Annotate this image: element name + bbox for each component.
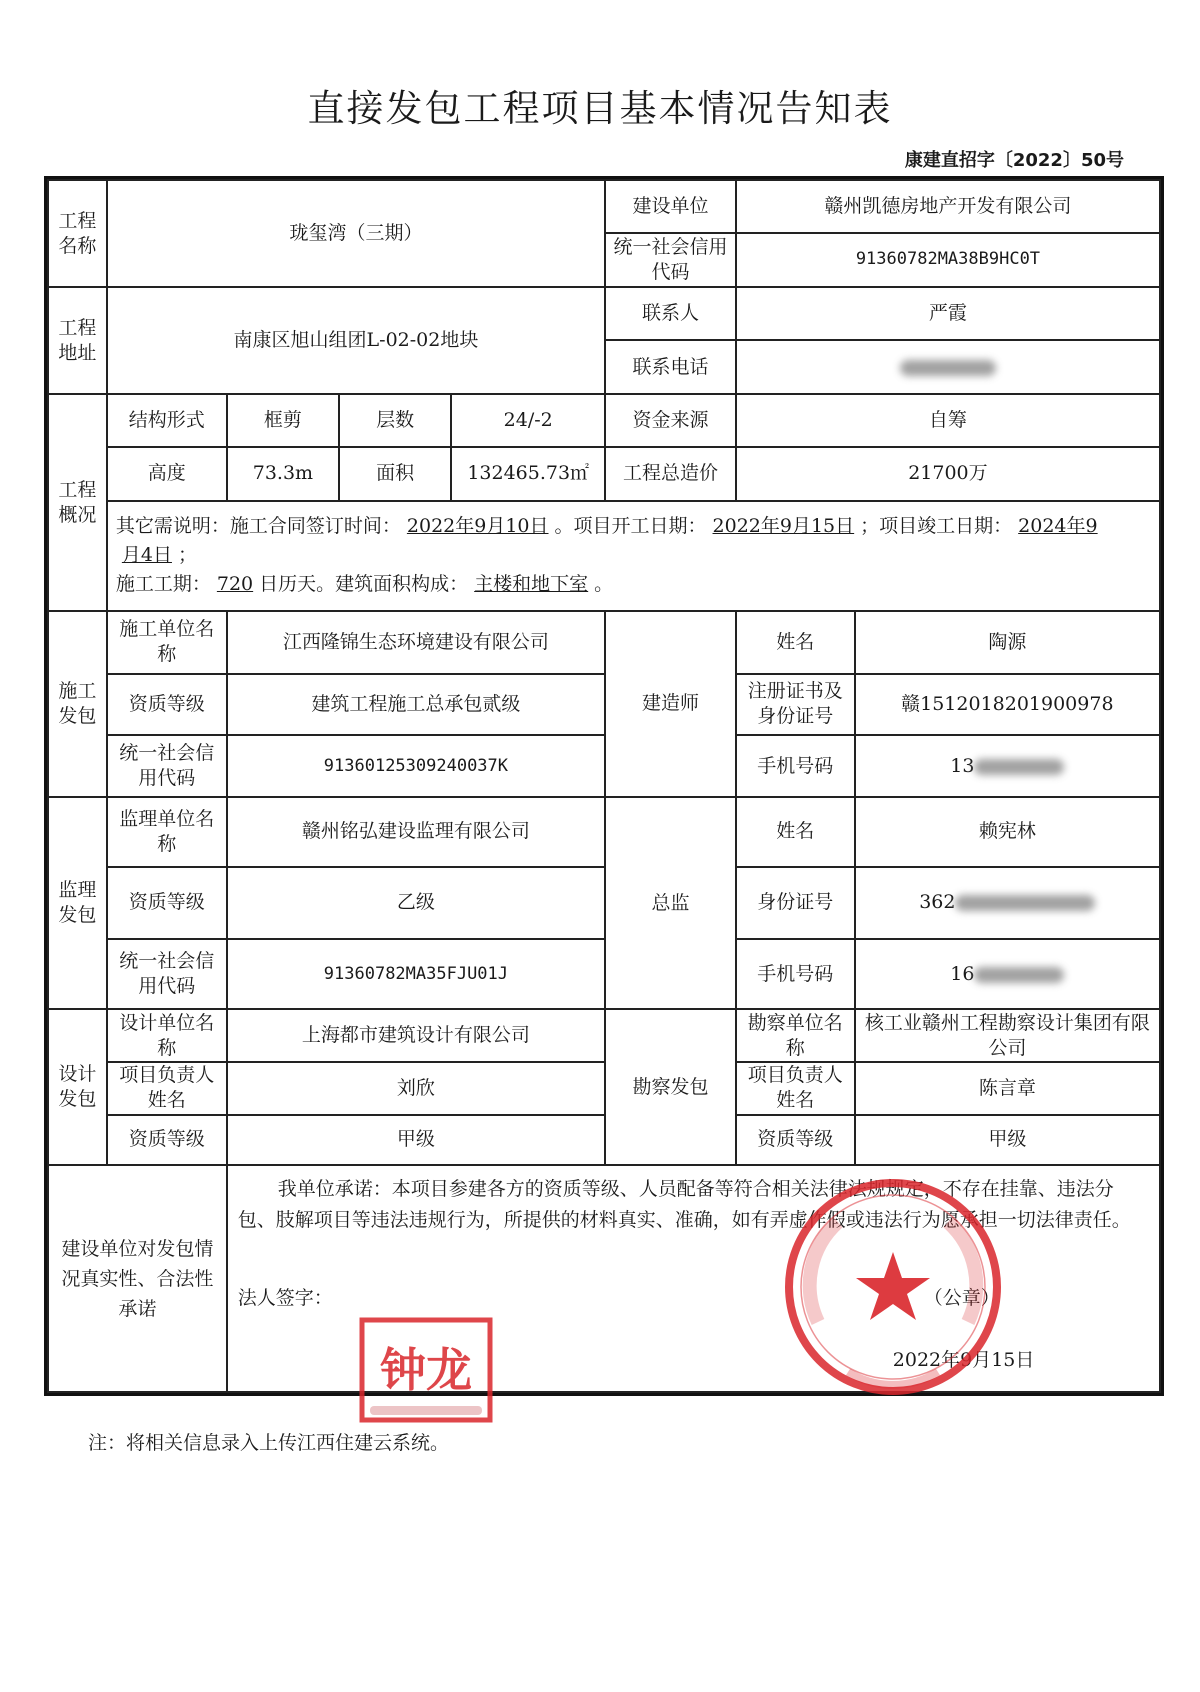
page-title: 直接发包工程项目基本情况告知表 <box>307 87 893 130</box>
label-cert-id: 注册证书及身份证号 <box>736 674 855 736</box>
label-design-qualification: 资质等级 <box>107 1115 227 1166</box>
label-builder-credit: 统一社会信用代码 <box>605 233 736 288</box>
label-supervisor-unit: 监理单位名称 <box>107 797 227 867</box>
supervisor-unit: 赣州铭弘建设监理有限公司 <box>227 797 605 867</box>
label-overview: 工程概况 <box>48 394 107 610</box>
total-cost-value: 21700万 <box>736 447 1160 501</box>
builder-name: 赣州凯德房地产开发有限公司 <box>736 180 1160 233</box>
label-survey-section: 勘察发包 <box>605 1009 736 1165</box>
area-value: 132465.73㎡ <box>451 447 605 501</box>
chief-mobile: 16 <box>855 939 1160 1010</box>
end-date-b: 月4日 <box>121 543 172 566</box>
constructor-mobile: 13 <box>855 735 1160 797</box>
label-constructor-name: 姓名 <box>736 611 855 674</box>
other-notes: 其它需说明：施工合同签订时间： 2022年9月10日 。项目开工日期： 2022年9月15日 ；项目竣工日期： 2024年9 月4日 ； 施工工期： 720 日历天。建筑面积构成： 主楼和地下室 。 <box>107 501 1160 611</box>
structure-value: 框剪 <box>227 394 339 447</box>
project-name: 珑玺湾（三期） <box>107 180 605 287</box>
chief-name: 赖宪林 <box>855 797 1160 867</box>
label-design-section: 设计发包 <box>48 1009 107 1165</box>
label-constructor-mobile: 手机号码 <box>736 735 855 797</box>
height-value: 73.3m <box>227 447 339 501</box>
survey-qualification: 甲级 <box>855 1115 1160 1166</box>
end-date-a: 2024年9 <box>1018 514 1098 537</box>
contact-phone-redacted <box>736 340 1160 395</box>
label-design-leader: 项目负责人姓名 <box>107 1062 227 1115</box>
design-leader: 刘欣 <box>227 1062 605 1115</box>
contact-name: 严霞 <box>736 287 1160 340</box>
label-chief-mobile: 手机号码 <box>736 939 855 1010</box>
chief-id: 362 <box>855 867 1160 939</box>
label-project-address: 工程地址 <box>48 287 107 394</box>
contract-date: 2022年9月10日 <box>406 514 549 537</box>
label-contact: 联系人 <box>605 287 736 340</box>
builder-credit-code: 91360782MA38B9HC0T <box>736 233 1160 288</box>
label-chief-supervisor: 总监 <box>605 797 736 1009</box>
label-height: 高度 <box>107 447 227 501</box>
survey-unit: 核工业赣州工程勘察设计集团有限公司 <box>855 1009 1160 1062</box>
label-area: 面积 <box>339 447 451 501</box>
label-survey-leader: 项目负责人姓名 <box>736 1062 855 1115</box>
floors-value: 24/-2 <box>451 394 605 447</box>
label-contractor-credit: 统一社会信用代码 <box>107 735 227 797</box>
fund-source-value: 自筹 <box>736 394 1160 447</box>
label-survey-unit: 勘察单位名称 <box>736 1009 855 1062</box>
contractor-credit-code: 91360125309240037K <box>227 735 605 797</box>
label-design-unit: 设计单位名称 <box>107 1009 227 1062</box>
company-seal <box>778 1172 1008 1402</box>
duration: 720 <box>216 572 254 595</box>
design-unit: 上海都市建筑设计有限公司 <box>227 1009 605 1062</box>
label-supervisor-credit: 统一社会信用代码 <box>107 939 227 1010</box>
label-construction-section: 施工发包 <box>48 611 107 797</box>
label-structure: 结构形式 <box>107 394 227 447</box>
commitment-date: 2022年9月15日 <box>892 1349 1035 1372</box>
label-chief-name: 姓名 <box>736 797 855 867</box>
label-contractor-unit: 施工单位名称 <box>107 611 227 674</box>
label-project-name: 工程名称 <box>48 180 107 287</box>
label-chief-id: 身份证号 <box>736 867 855 939</box>
document-number: 康建直招字〔2022〕50号 <box>904 150 1124 171</box>
supervisor-credit-code: 91360782MA35FJU01J <box>227 939 605 1010</box>
start-date: 2022年9月15日 <box>712 514 855 537</box>
supervisor-qualification: 乙级 <box>227 867 605 939</box>
contractor-qualification: 建筑工程施工总承包贰级 <box>227 674 605 736</box>
label-total-cost: 工程总造价 <box>605 447 736 501</box>
signature-stamp <box>356 1316 496 1428</box>
label-constructor: 建造师 <box>605 611 736 797</box>
survey-leader: 陈言章 <box>855 1062 1160 1115</box>
design-qualification: 甲级 <box>227 1115 605 1166</box>
project-address: 南康区旭山组团L-02-02地块 <box>107 287 605 394</box>
seal-label: （公章） <box>923 1287 1000 1310</box>
label-survey-qualification: 资质等级 <box>736 1115 855 1166</box>
area-composition: 主楼和地下室 <box>474 572 589 595</box>
legal-sign-label: 法人签字： <box>237 1287 333 1310</box>
label-supervisor-qualification: 资质等级 <box>107 867 227 939</box>
label-supervision-section: 监理发包 <box>48 797 107 1009</box>
constructor-name: 陶源 <box>855 611 1160 674</box>
label-floors: 层数 <box>339 394 451 447</box>
seal-star-icon <box>856 1252 930 1320</box>
commitment-text: 我单位承诺：本项目参建各方的资质等级、人员配备等符合相关法律法规规定，不存在挂靠、违法分包、肢解项目等违法违规行为，所提供的材料真实、准确，如有弄虚作假或违法行为愿承担一切法律责任。 <box>237 1178 1131 1232</box>
label-phone: 联系电话 <box>605 340 736 395</box>
label-commitment: 建设单位对发包情况真实性、合法性承诺 <box>48 1165 227 1392</box>
footnote: 注：将相关信息录入上传江西住建云系统。 <box>88 1432 450 1454</box>
constructor-cert: 赣1512018201900978 <box>855 674 1160 736</box>
label-builder: 建设单位 <box>605 180 736 233</box>
signature-text: 钟龙 <box>380 1343 472 1397</box>
contractor-unit: 江西隆锦生态环境建设有限公司 <box>227 611 605 674</box>
label-contractor-qualification: 资质等级 <box>107 674 227 736</box>
label-fund-source: 资金来源 <box>605 394 736 447</box>
